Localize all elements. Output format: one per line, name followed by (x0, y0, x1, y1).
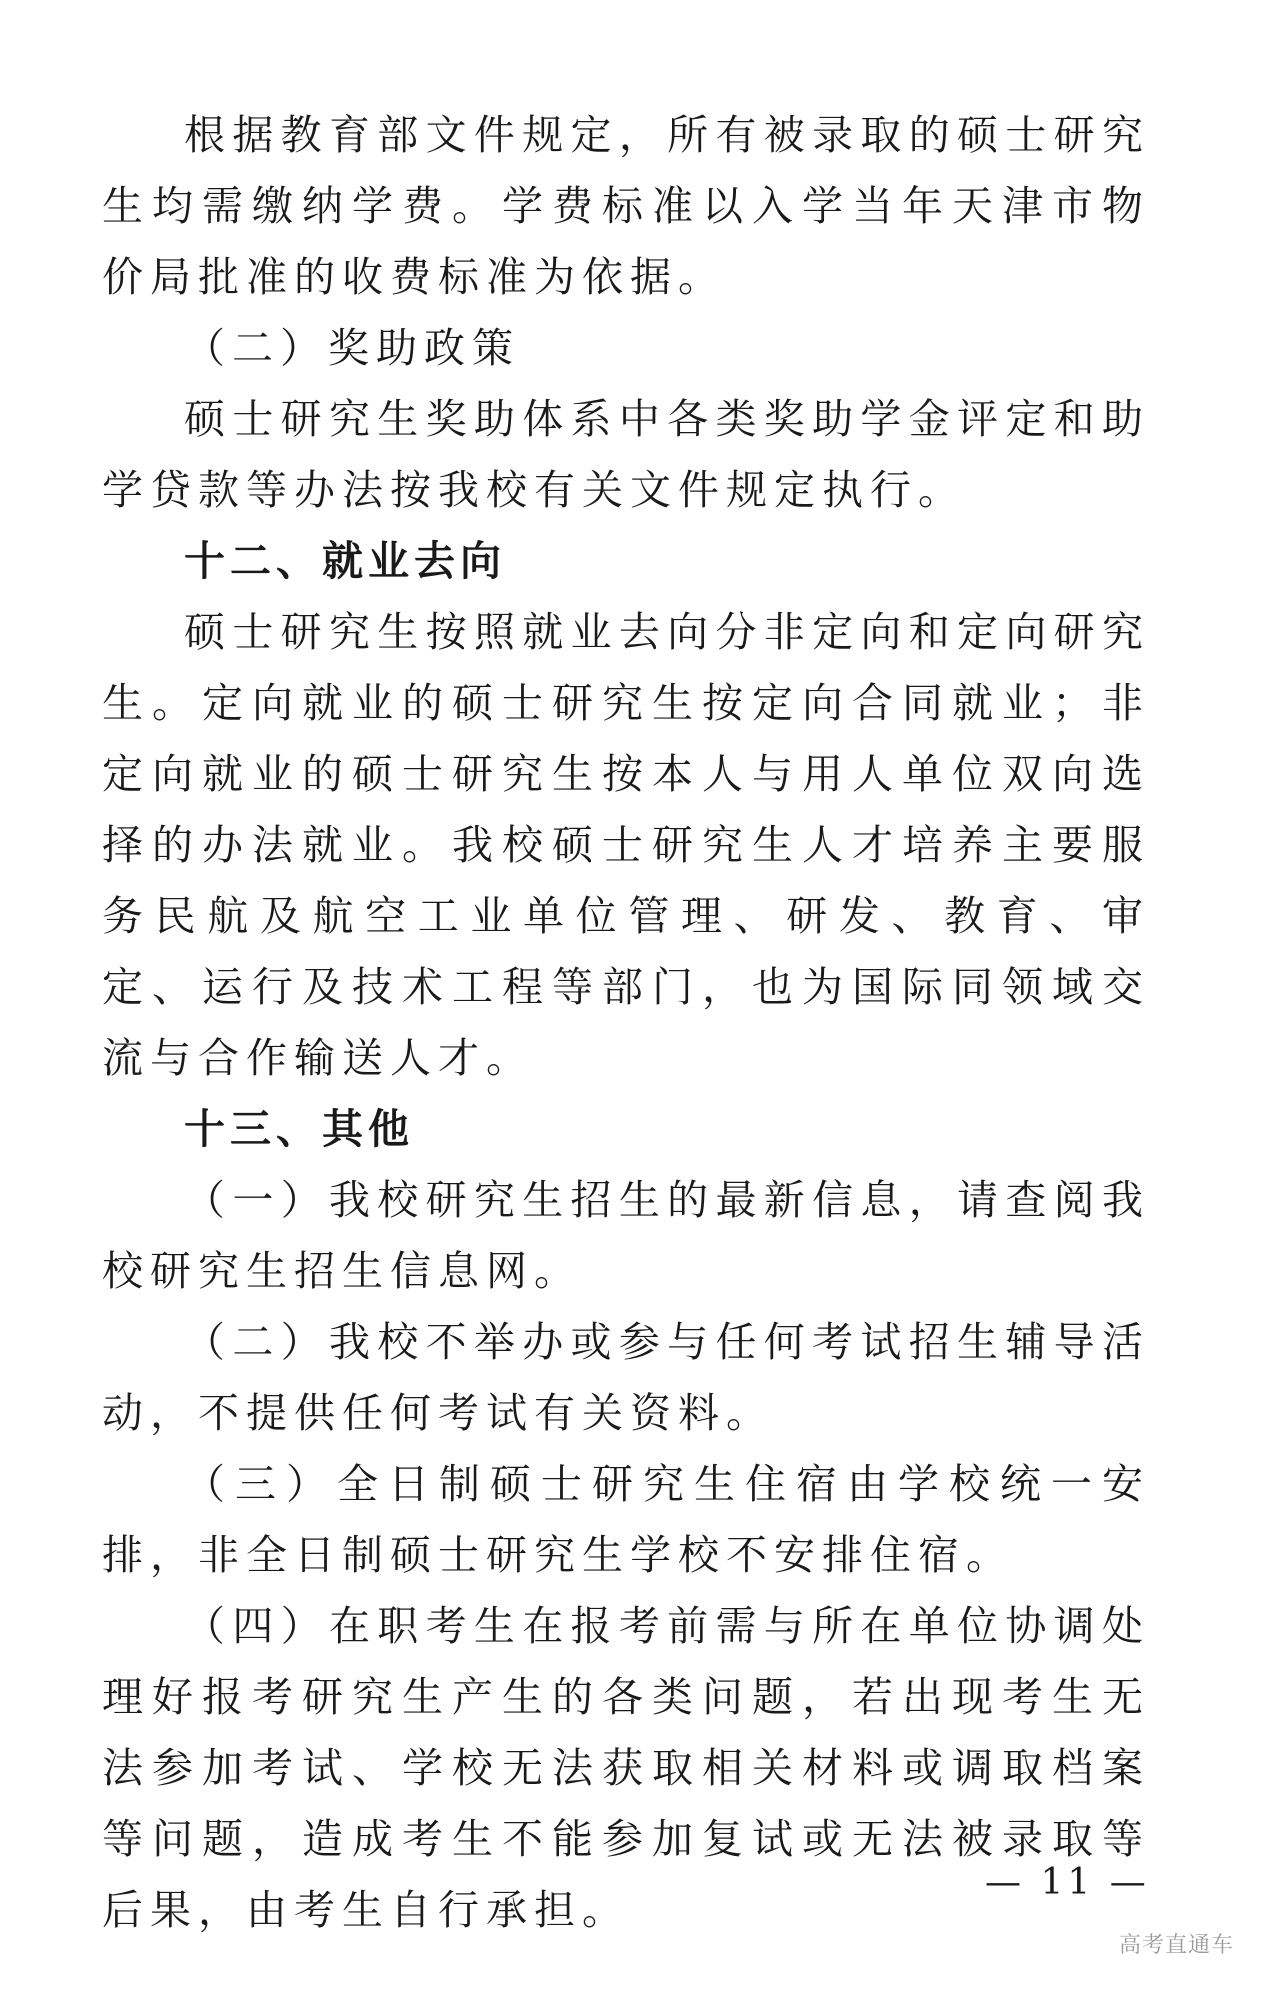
section-heading-employment: 十二、就业去向 (184, 537, 506, 585)
document-body (102, 100, 1150, 1946)
paragraph-other-2: （二）我校不举办或参与任何考试招生辅导活动，不提供任何考试有关资料。 (102, 1318, 1150, 1437)
paragraph-other-4: （四）在职考生在报考前需与所在单位协调处理好报考研究生产生的各类问题，若出现考生无法参加考试、学校无法获取相关材料或调取档案等问题，造成考生不能参加复试或无法被录取等后果，由考生自行承担。 (102, 1602, 1150, 1934)
section-heading-other: 十三、其他 (184, 1105, 414, 1153)
subheading-scholarship-policy: （二）奖助政策 (184, 324, 520, 372)
paragraph-other-3: （三）全日制硕士研究生住宿由学校统一安排，非全日制硕士研究生学校不安排住宿。 (102, 1460, 1150, 1579)
paragraph-other-1: （一）我校研究生招生的最新信息，请查阅我校研究生招生信息网。 (102, 1176, 1150, 1295)
page-number: — 11 — (985, 1862, 1150, 1903)
paragraph-scholarship: 硕士研究生奖助体系中各类奖助学金评定和助学贷款等办法按我校有关文件规定执行。 (102, 395, 1150, 514)
watermark: 高考直通车 (1118, 1933, 1234, 1958)
paragraph-employment: 硕士研究生按照就业去向分非定向和定向研究生。定向就业的硕士研究生按定向合同就业；非定向就业的硕士研究生按本人与用人单位双向选择的办法就业。我校硕士研究生人才培养主要服务民航及航空工业单位管理、研发、教育、审定、运行及技术工程等部门，也为国际同领域交流与合作输送人才。 (102, 608, 1150, 1082)
paragraph-tuition: 根据教育部文件规定，所有被录取的硕士研究生均需缴纳学费。学费标准以入学当年天津市物价局批准的收费标准为依据。 (102, 111, 1150, 301)
